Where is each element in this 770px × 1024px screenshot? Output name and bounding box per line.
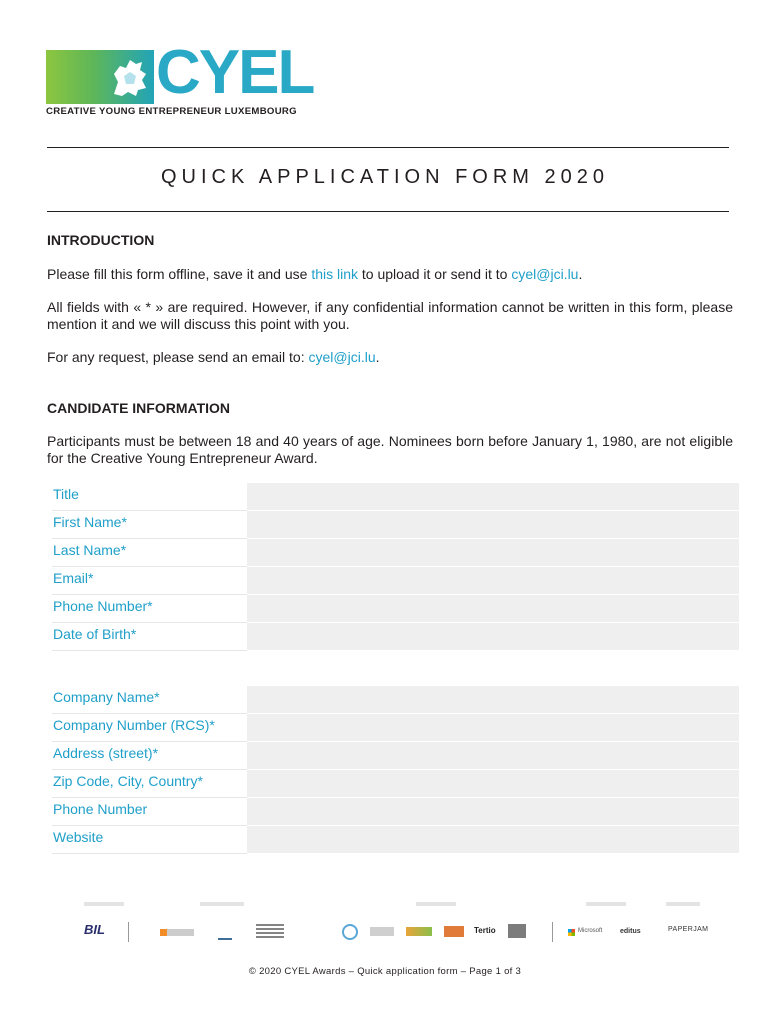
field-row-dob bbox=[52, 623, 739, 651]
tertio-logo: Tertio bbox=[474, 926, 496, 935]
phone-input[interactable] bbox=[247, 595, 739, 623]
field-row-website bbox=[52, 826, 739, 854]
logo-subtitle: CREATIVE YOUNG ENTREPRENEUR LUXEMBOURG bbox=[46, 106, 297, 117]
sponsor-logo-orange-box bbox=[444, 926, 464, 937]
editus-logo: editus bbox=[620, 928, 641, 935]
field-row-last-name bbox=[52, 539, 739, 567]
sponsor-logo-grey bbox=[370, 927, 394, 936]
first-name-input[interactable] bbox=[247, 511, 739, 539]
field-row-phone bbox=[52, 595, 739, 623]
company-phone-input[interactable] bbox=[247, 798, 739, 826]
field-label: First Name* bbox=[52, 511, 247, 539]
sponsor-logo-chamber bbox=[256, 924, 284, 938]
field-label: Date of Birth* bbox=[52, 623, 247, 651]
sponsor-logo-green bbox=[406, 927, 432, 936]
field-row-first-name bbox=[52, 511, 739, 539]
personal-fields-table bbox=[52, 483, 739, 651]
sponsor-logo-dark bbox=[508, 924, 526, 938]
sponsor-logo-circle bbox=[342, 924, 358, 940]
email-input[interactable] bbox=[247, 567, 739, 595]
sponsor-group-header bbox=[200, 902, 244, 906]
top-divider bbox=[47, 147, 729, 148]
field-row-title bbox=[52, 483, 739, 511]
last-name-input[interactable] bbox=[247, 539, 739, 567]
intro-text: to upload it or send it to bbox=[358, 266, 512, 282]
microsoft-icon bbox=[568, 929, 575, 936]
field-label: Company Number (RCS)* bbox=[52, 714, 247, 742]
intro-text: Please fill this form offline, save it and use bbox=[47, 266, 312, 282]
request-text: For any request, please send an email to: bbox=[47, 349, 309, 365]
field-label: Company Name* bbox=[52, 686, 247, 714]
field-row-company-name bbox=[52, 686, 739, 714]
intro-paragraph-upload bbox=[47, 266, 733, 283]
company-name-input[interactable] bbox=[247, 686, 739, 714]
intro-text: . bbox=[578, 266, 583, 282]
intro-paragraph-request bbox=[47, 349, 733, 366]
sponsors-strip bbox=[60, 900, 740, 950]
field-label: Website bbox=[52, 826, 247, 854]
date-of-birth-input[interactable] bbox=[247, 623, 739, 651]
field-label: Title bbox=[52, 483, 247, 511]
introduction-heading: INTRODUCTION bbox=[47, 232, 155, 248]
intro-paragraph-required: All fields with « * » are required. However, if any confidential information cannot be written in this form, please mention it and we will discuss this point with you. bbox=[47, 299, 733, 332]
logo-wordmark: CYEL bbox=[156, 38, 314, 107]
title-input[interactable] bbox=[247, 483, 739, 511]
page-footer: © 2020 CYEL Awards – Quick application form – Page 1 of 3 bbox=[248, 966, 522, 977]
request-email-link[interactable]: cyel@jci.lu bbox=[308, 349, 376, 365]
sponsor-group-header bbox=[666, 902, 700, 906]
website-input[interactable] bbox=[247, 826, 739, 854]
field-row-zip bbox=[52, 770, 739, 798]
request-text: . bbox=[375, 349, 380, 365]
sponsor-logo-triangle bbox=[218, 926, 232, 940]
paperjam-logo: PAPERJAM bbox=[668, 926, 709, 933]
lion-emblem-icon bbox=[108, 54, 152, 100]
candidate-eligibility-text: Participants must be between 18 and 40 years of age. Nominees born before January 1, 1980, are not eligible for the Creative Young Entrepreneur Award. bbox=[47, 433, 733, 466]
sponsor-group-header bbox=[84, 902, 124, 906]
form-title: QUICK APPLICATION FORM 2020 bbox=[160, 166, 610, 188]
bil-logo: BIL bbox=[84, 922, 105, 937]
candidate-heading: CANDIDATE INFORMATION bbox=[47, 400, 231, 416]
field-label: Email* bbox=[52, 567, 247, 595]
field-label: Address (street)* bbox=[52, 742, 247, 770]
company-number-input[interactable] bbox=[247, 714, 739, 742]
sponsor-divider bbox=[128, 922, 129, 942]
field-row-address bbox=[52, 742, 739, 770]
field-label: Zip Code, City, Country* bbox=[52, 770, 247, 798]
field-label: Phone Number bbox=[52, 798, 247, 826]
company-fields-table bbox=[52, 686, 739, 854]
title-divider bbox=[47, 211, 729, 212]
address-input[interactable] bbox=[247, 742, 739, 770]
field-row-email bbox=[52, 567, 739, 595]
upload-link[interactable]: this link bbox=[311, 266, 359, 282]
sponsor-logo-orange bbox=[160, 929, 194, 936]
field-row-company-number bbox=[52, 714, 739, 742]
sponsor-group-header bbox=[586, 902, 626, 906]
field-label: Phone Number* bbox=[52, 595, 247, 623]
email-link[interactable]: cyel@jci.lu bbox=[511, 266, 579, 282]
sponsor-group-header bbox=[416, 902, 456, 906]
field-row-company-phone bbox=[52, 798, 739, 826]
field-label: Last Name* bbox=[52, 539, 247, 567]
cyel-logo bbox=[46, 38, 346, 120]
zip-city-country-input[interactable] bbox=[247, 770, 739, 798]
microsoft-logo: Microsoft bbox=[578, 928, 603, 934]
sponsor-divider bbox=[552, 922, 553, 942]
